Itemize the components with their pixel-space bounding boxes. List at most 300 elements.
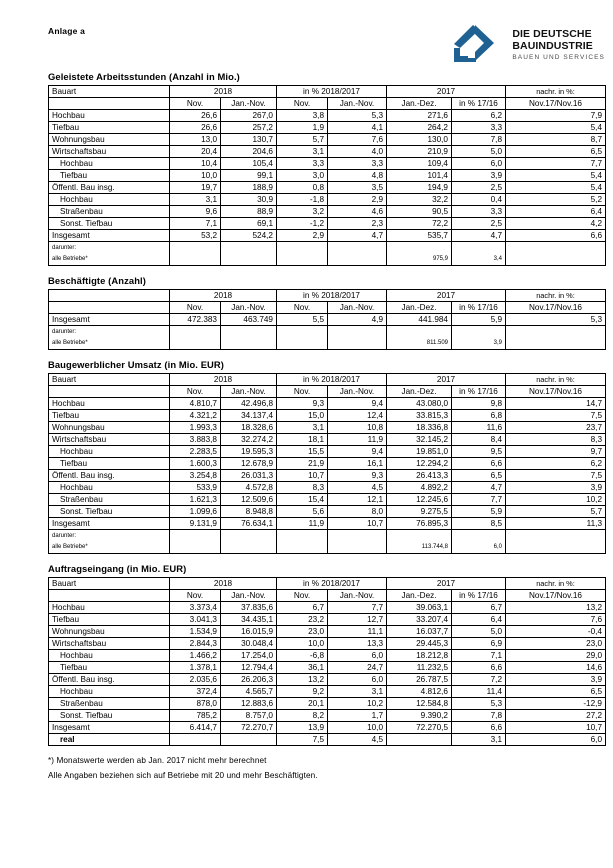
- cell: 3,2: [277, 206, 328, 218]
- cell: [221, 242, 277, 254]
- cell: 533,9: [170, 482, 221, 494]
- header-pct-1716: in % 17/16: [452, 98, 506, 110]
- cell: 6,5: [452, 470, 506, 482]
- cell: 5,5: [277, 314, 328, 326]
- cell: 15,4: [277, 494, 328, 506]
- table-row: [49, 674, 606, 686]
- header-group-nachr: nachr. in %:: [506, 290, 606, 302]
- cell: 7,7: [452, 494, 506, 506]
- cell: 8,4: [452, 434, 506, 446]
- cell: 3,4: [452, 254, 506, 266]
- cell: 2,3: [328, 218, 387, 230]
- cell: [387, 242, 452, 254]
- cell: 4,7: [328, 230, 387, 242]
- header-group-2017: 2017: [387, 374, 506, 386]
- table-row: [49, 170, 606, 182]
- table-real-row: [49, 734, 606, 746]
- table-row: [49, 614, 606, 626]
- cell: 37.835,6: [221, 602, 277, 614]
- company-logo: [446, 22, 605, 66]
- cell: 130,0: [387, 134, 452, 146]
- table-total-row: [49, 518, 606, 530]
- row-label: Hochbau: [49, 194, 170, 206]
- anlage-label: Anlage a: [48, 26, 86, 36]
- row-label: Tiefbau: [49, 662, 170, 674]
- header-pct-1716: in % 17/16: [452, 386, 506, 398]
- cell: 12.509,6: [221, 494, 277, 506]
- cell: 3,1: [277, 146, 328, 158]
- header-nov-2018: Nov.: [170, 386, 221, 398]
- cell: 26.031,3: [221, 470, 277, 482]
- header-nov-pct: Nov.: [277, 386, 328, 398]
- header-nov17-nov16: Nov.17/Nov.16: [506, 98, 606, 110]
- cell: 5,2: [506, 194, 606, 206]
- cell: 10,4: [170, 158, 221, 170]
- section-title-arbeitsstunden: Geleistete Arbeitsstunden (Anzahl in Mio.): [48, 71, 240, 82]
- cell: 372,4: [170, 686, 221, 698]
- row-label: Straßenbau: [49, 206, 170, 218]
- header-nov-2018: Nov.: [170, 98, 221, 110]
- table-row: [49, 686, 606, 698]
- logo-wordmark: [512, 22, 605, 63]
- cell: 194,9: [387, 182, 452, 194]
- cell: 3,9: [506, 674, 606, 686]
- cell: 2,5: [452, 182, 506, 194]
- cell: 2.035,6: [170, 674, 221, 686]
- cell: 105,4: [221, 158, 277, 170]
- cell: [506, 530, 606, 542]
- cell: 29.445,3: [387, 638, 452, 650]
- cell: 8,0: [328, 506, 387, 518]
- row-label: Öffentl. Bau insg.: [49, 182, 170, 194]
- cell: 6,6: [452, 662, 506, 674]
- section-title-beschaeftigte: Beschäftigte (Anzahl): [48, 275, 146, 286]
- cell: 5,4: [506, 182, 606, 194]
- header-group-2017: 2017: [387, 86, 506, 98]
- cell: 4,5: [328, 734, 387, 746]
- table-header-top-row: [49, 578, 606, 590]
- cell: 3,1: [452, 734, 506, 746]
- header-group-2018: 2018: [170, 290, 277, 302]
- cell: 5,9: [452, 314, 506, 326]
- row-label: Hochbau: [49, 650, 170, 662]
- cell: 6,7: [277, 602, 328, 614]
- cell: 8,7: [506, 134, 606, 146]
- header-nov17-nov16: Nov.17/Nov.16: [506, 590, 606, 602]
- row-label: Wirtschaftsbau: [49, 434, 170, 446]
- row-label: Sonst. Tiefbau: [49, 218, 170, 230]
- footnote-monatswerte: *) Monatswerte werden ab Jan. 2017 nicht mehr berechnet: [48, 756, 267, 765]
- table-row: [49, 626, 606, 638]
- header-spacer: [49, 98, 170, 110]
- cell: [277, 242, 328, 254]
- row-label: Insgesamt: [49, 314, 170, 326]
- section-title-umsatz: Baugewerblicher Umsatz (in Mio. EUR): [48, 359, 225, 370]
- cell: 16.015,9: [221, 626, 277, 638]
- table-row: [49, 146, 606, 158]
- cell: [277, 326, 328, 338]
- header-group-pct: in % 2018/2017: [277, 374, 387, 386]
- cell: 3.373,4: [170, 602, 221, 614]
- cell: 109,4: [387, 158, 452, 170]
- cell: 9.275,5: [387, 506, 452, 518]
- cell: [170, 242, 221, 254]
- cell: 2.283,5: [170, 446, 221, 458]
- cell: [221, 338, 277, 350]
- table-row: [49, 698, 606, 710]
- cell: 39.063,1: [387, 602, 452, 614]
- logo-line-2: BAUINDUSTRIE: [512, 39, 593, 52]
- cell: 7,1: [170, 218, 221, 230]
- cell: 5,0: [452, 146, 506, 158]
- cell: [170, 734, 221, 746]
- cell: 472.383: [170, 314, 221, 326]
- row-label: Wohnungsbau: [49, 422, 170, 434]
- header-jandez-2017: Jan.-Dez.: [387, 386, 452, 398]
- table-subnote-row: [49, 326, 606, 338]
- cell: 3,5: [328, 182, 387, 194]
- cell: -1,2: [277, 218, 328, 230]
- header-jandez-2017: Jan.-Dez.: [387, 590, 452, 602]
- row-label: Sonst. Tiefbau: [49, 506, 170, 518]
- cell: 88,9: [221, 206, 277, 218]
- cell: 3,3: [452, 122, 506, 134]
- cell: 5,7: [277, 134, 328, 146]
- row-label: Insgesamt: [49, 722, 170, 734]
- cell: [328, 326, 387, 338]
- cell: 13,0: [170, 134, 221, 146]
- cell: [387, 326, 452, 338]
- cell: 9,7: [506, 446, 606, 458]
- cell: 11.232,5: [387, 662, 452, 674]
- cell: 20,1: [277, 698, 328, 710]
- cell: 5,4: [506, 170, 606, 182]
- header-jandez-2017: Jan.-Dez.: [387, 302, 452, 314]
- cell: [170, 542, 221, 554]
- cell: 5,3: [328, 110, 387, 122]
- row-label: Hochbau: [49, 602, 170, 614]
- row-label: Wirtschaftsbau: [49, 146, 170, 158]
- cell: [452, 242, 506, 254]
- cell: 535,7: [387, 230, 452, 242]
- cell: 1,7: [328, 710, 387, 722]
- table-header-sub-row: [49, 386, 606, 398]
- row-label: alle Betriebe*: [49, 254, 170, 266]
- cell: 17.254,0: [221, 650, 277, 662]
- table-row: [49, 194, 606, 206]
- table-row: [49, 494, 606, 506]
- cell: 1.534,9: [170, 626, 221, 638]
- row-label: Sonst. Tiefbau: [49, 710, 170, 722]
- header-jannov-pct: Jan.-Nov.: [328, 302, 387, 314]
- cell: 36,1: [277, 662, 328, 674]
- cell: [221, 542, 277, 554]
- cell: 12,4: [328, 410, 387, 422]
- cell: 13,3: [328, 638, 387, 650]
- cell: 1.621,3: [170, 494, 221, 506]
- row-label: Straßenbau: [49, 494, 170, 506]
- cell: 11,6: [452, 422, 506, 434]
- cell: 188,9: [221, 182, 277, 194]
- header-jannov-2018: Jan.-Nov.: [221, 302, 277, 314]
- cell: 8.948,8: [221, 506, 277, 518]
- cell: 16.037,7: [387, 626, 452, 638]
- cell: [506, 338, 606, 350]
- cell: 130,7: [221, 134, 277, 146]
- cell: 9,8: [452, 398, 506, 410]
- row-label: real: [49, 734, 170, 746]
- cell: [170, 338, 221, 350]
- cell: 6,6: [506, 230, 606, 242]
- cell: 13,2: [506, 602, 606, 614]
- cell: 76.895,3: [387, 518, 452, 530]
- cell: 32,2: [387, 194, 452, 206]
- cell: 12.794,4: [221, 662, 277, 674]
- cell: 12.678,9: [221, 458, 277, 470]
- cell: [328, 530, 387, 542]
- cell: 6,0: [452, 158, 506, 170]
- cell: 4,1: [328, 122, 387, 134]
- cell: 76.634,1: [221, 518, 277, 530]
- row-label: alle Betriebe*: [49, 338, 170, 350]
- cell: [328, 254, 387, 266]
- cell: 8.757,0: [221, 710, 277, 722]
- cell: 15,0: [277, 410, 328, 422]
- cell: -6,8: [277, 650, 328, 662]
- header-group-nachr: nachr. in %:: [506, 86, 606, 98]
- cell: 524,2: [221, 230, 277, 242]
- cell: 7,5: [506, 410, 606, 422]
- table-allebetriebe-row: [49, 338, 606, 350]
- header-group-nachr: nachr. in %:: [506, 578, 606, 590]
- cell: [328, 242, 387, 254]
- table-row: [49, 182, 606, 194]
- cell: 10,2: [506, 494, 606, 506]
- cell: 6,5: [506, 146, 606, 158]
- cell: [277, 338, 328, 350]
- header-jannov-pct: Jan.-Nov.: [328, 98, 387, 110]
- cell: 3.041,3: [170, 614, 221, 626]
- cell: 3,1: [277, 422, 328, 434]
- cell: -12,9: [506, 698, 606, 710]
- cell: 6,4: [452, 614, 506, 626]
- table-allebetriebe-row: [49, 254, 606, 266]
- cell: 24,7: [328, 662, 387, 674]
- cell: 0,4: [452, 194, 506, 206]
- cell: -0,4: [506, 626, 606, 638]
- cell: 1.600,3: [170, 458, 221, 470]
- table-row: [49, 410, 606, 422]
- row-label: Wohnungsbau: [49, 626, 170, 638]
- cell: 1.466,2: [170, 650, 221, 662]
- row-label: Tiefbau: [49, 170, 170, 182]
- table-allebetriebe-row: [49, 542, 606, 554]
- cell: 3.883,8: [170, 434, 221, 446]
- header-spacer: [49, 302, 170, 314]
- header-jannov-2018: Jan.-Nov.: [221, 590, 277, 602]
- cell: 5,6: [277, 506, 328, 518]
- cell: 3,0: [277, 170, 328, 182]
- cell: 4,6: [328, 206, 387, 218]
- cell: 42.496,8: [221, 398, 277, 410]
- cell: [221, 326, 277, 338]
- cell: 4.810,7: [170, 398, 221, 410]
- cell: -1,8: [277, 194, 328, 206]
- cell: 26.787,5: [387, 674, 452, 686]
- table-header-sub-row: [49, 590, 606, 602]
- table-row: [49, 638, 606, 650]
- table-row: [49, 206, 606, 218]
- table-total-row: [49, 230, 606, 242]
- cell: 12.294,2: [387, 458, 452, 470]
- cell: 30.048,4: [221, 638, 277, 650]
- cell: [328, 542, 387, 554]
- row-label: Insgesamt: [49, 230, 170, 242]
- header-bauart: Bauart: [49, 86, 170, 98]
- cell: 5,7: [506, 506, 606, 518]
- row-label: Tiefbau: [49, 614, 170, 626]
- cell: 4,0: [328, 146, 387, 158]
- cell: 8,2: [277, 710, 328, 722]
- cell: 43.080,0: [387, 398, 452, 410]
- header-jannov-2018: Jan.-Nov.: [221, 386, 277, 398]
- cell: 5,0: [452, 626, 506, 638]
- cell: 10,7: [506, 722, 606, 734]
- table-row: [49, 470, 606, 482]
- header-nov17-nov16: Nov.17/Nov.16: [506, 386, 606, 398]
- table-row: [49, 710, 606, 722]
- cell: 14,6: [506, 662, 606, 674]
- table-subnote-row: [49, 530, 606, 542]
- table-row: [49, 422, 606, 434]
- table-total-row: [49, 722, 606, 734]
- cell: 23,7: [506, 422, 606, 434]
- cell: 204,6: [221, 146, 277, 158]
- cell: [387, 734, 452, 746]
- header-group-pct: in % 2018/2017: [277, 578, 387, 590]
- cell: 1.099,6: [170, 506, 221, 518]
- cell: 99,1: [221, 170, 277, 182]
- cell: 9.390,2: [387, 710, 452, 722]
- cell: [170, 530, 221, 542]
- header-nov-pct: Nov.: [277, 302, 328, 314]
- cell: 72,2: [387, 218, 452, 230]
- cell: [277, 254, 328, 266]
- row-label: Tiefbau: [49, 410, 170, 422]
- cell: 6,2: [452, 110, 506, 122]
- cell: 11,1: [328, 626, 387, 638]
- cell: 264,2: [387, 122, 452, 134]
- row-label: Hochbau: [49, 446, 170, 458]
- table-row: [49, 506, 606, 518]
- cell: 18.336,8: [387, 422, 452, 434]
- cell: [387, 530, 452, 542]
- cell: [170, 326, 221, 338]
- cell: 7,7: [506, 158, 606, 170]
- cell: 8,3: [506, 434, 606, 446]
- cell: [221, 530, 277, 542]
- cell: 10,7: [277, 470, 328, 482]
- cell: 463.749: [221, 314, 277, 326]
- cell: 7,2: [452, 674, 506, 686]
- cell: 11,3: [506, 518, 606, 530]
- cell: 785,2: [170, 710, 221, 722]
- cell: 23,0: [277, 626, 328, 638]
- cell: 3,1: [328, 686, 387, 698]
- cell: 33.815,3: [387, 410, 452, 422]
- cell: 26,6: [170, 122, 221, 134]
- cell: 271,6: [387, 110, 452, 122]
- header-nov-2018: Nov.: [170, 590, 221, 602]
- header-group-pct: in % 2018/2017: [277, 86, 387, 98]
- cell: 3,9: [452, 170, 506, 182]
- cell: 257,2: [221, 122, 277, 134]
- table-row: [49, 158, 606, 170]
- cell: 9,3: [328, 470, 387, 482]
- cell: 16,1: [328, 458, 387, 470]
- table-row: [49, 134, 606, 146]
- cell: 72.270,7: [221, 722, 277, 734]
- cell: 53,2: [170, 230, 221, 242]
- header-nov-2018: Nov.: [170, 302, 221, 314]
- row-label: Hochbau: [49, 482, 170, 494]
- row-label: darunter:: [49, 326, 170, 338]
- cell: 9.131,9: [170, 518, 221, 530]
- cell: [506, 542, 606, 554]
- cell: 1.378,1: [170, 662, 221, 674]
- cell: 34.137,4: [221, 410, 277, 422]
- section-title-auftragseingang: Auftragseingang (in Mio. EUR): [48, 563, 187, 574]
- page-header: [0, 0, 613, 62]
- cell: 26.413,3: [387, 470, 452, 482]
- cell: [452, 530, 506, 542]
- cell: 8,3: [277, 482, 328, 494]
- cell: 0,8: [277, 182, 328, 194]
- cell: 1.993,3: [170, 422, 221, 434]
- cell: 7,9: [506, 110, 606, 122]
- cell: 10,2: [328, 698, 387, 710]
- cell: 27,2: [506, 710, 606, 722]
- header-group-2017: 2017: [387, 290, 506, 302]
- row-label: Insgesamt: [49, 518, 170, 530]
- row-label: Hochbau: [49, 158, 170, 170]
- cell: 6,7: [452, 602, 506, 614]
- header-bauart: Bauart: [49, 374, 170, 386]
- cell: 20,4: [170, 146, 221, 158]
- cell: [277, 530, 328, 542]
- cell: 34.435,1: [221, 614, 277, 626]
- header-nov-pct: Nov.: [277, 590, 328, 602]
- header-jannov-pct: Jan.-Nov.: [328, 590, 387, 602]
- cell: 4,7: [452, 230, 506, 242]
- cell: 811.509: [387, 338, 452, 350]
- header-jannov-2018: Jan.-Nov.: [221, 98, 277, 110]
- cell: 4,2: [506, 218, 606, 230]
- cell: 10,0: [170, 170, 221, 182]
- cell: 7,5: [506, 470, 606, 482]
- table-row: [49, 122, 606, 134]
- table-row: [49, 110, 606, 122]
- cell: 26,6: [170, 110, 221, 122]
- cell: 3,9: [452, 338, 506, 350]
- cell: 3,9: [506, 482, 606, 494]
- table-header-sub-row: [49, 302, 606, 314]
- cell: 441.984: [387, 314, 452, 326]
- cell: [328, 338, 387, 350]
- cell: 9,6: [170, 206, 221, 218]
- cell: 4,5: [328, 482, 387, 494]
- table-subnote-row: [49, 242, 606, 254]
